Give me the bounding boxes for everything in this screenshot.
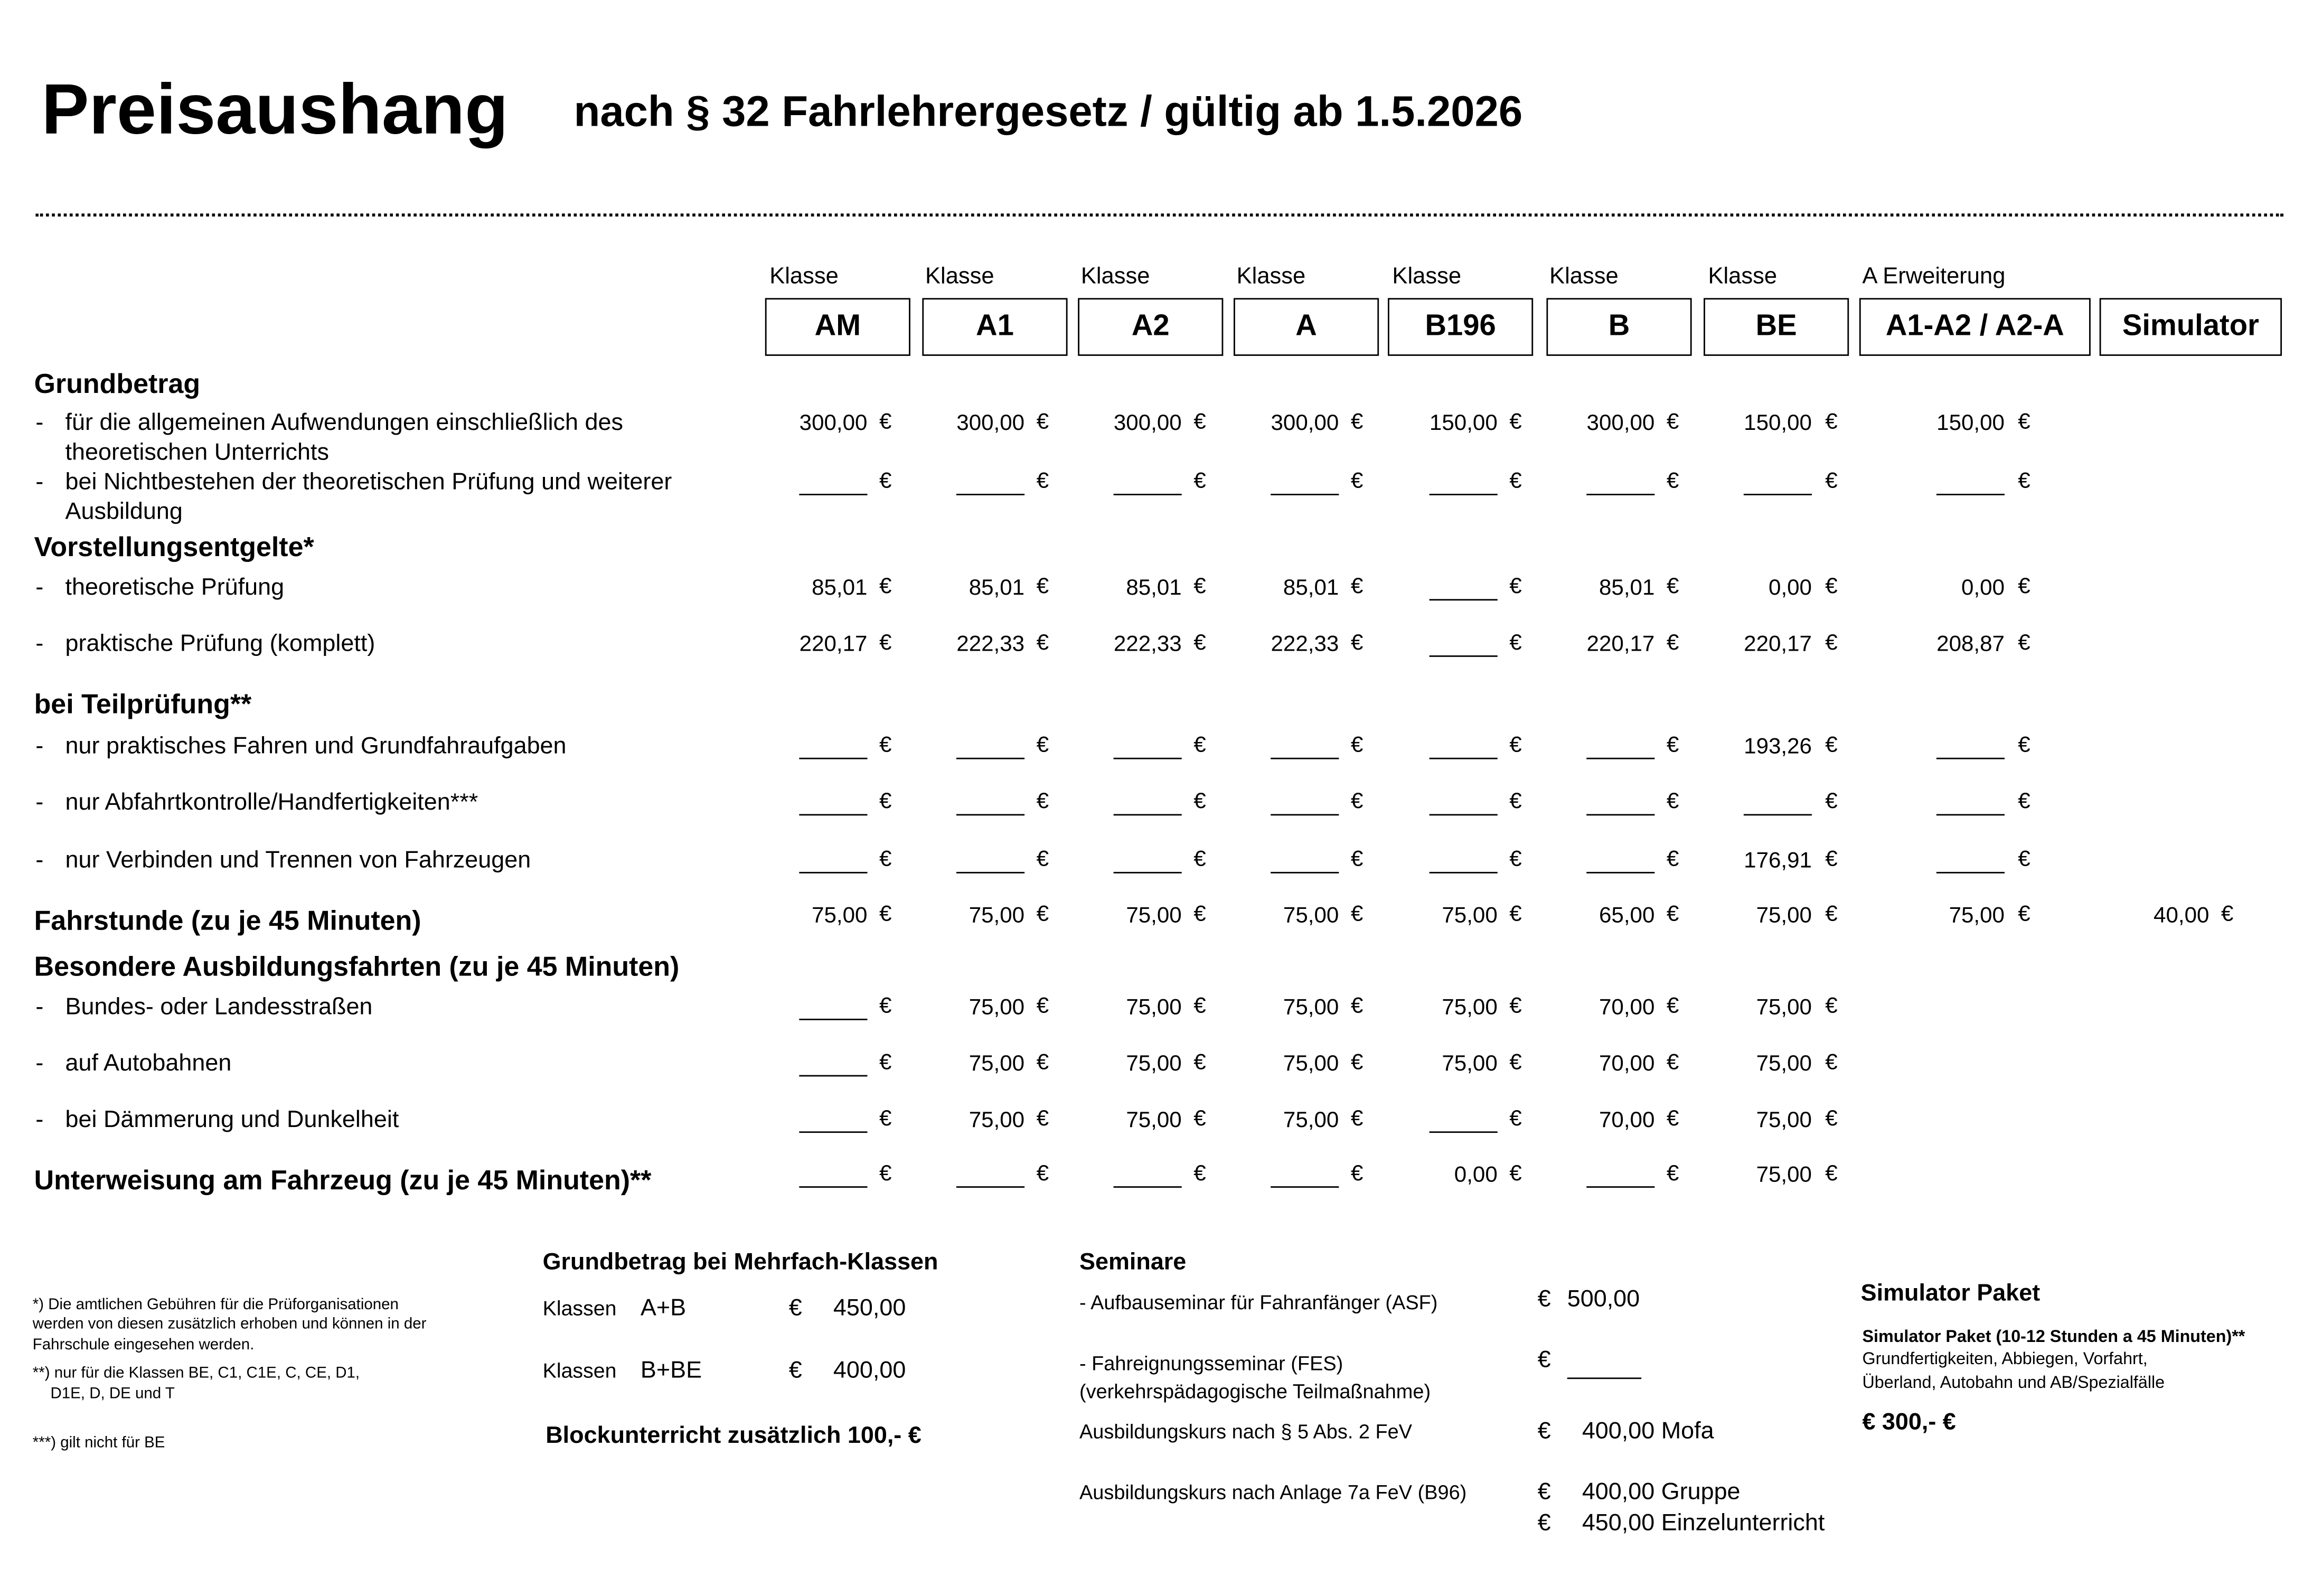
price-value: 75,00 [969,994,1025,1020]
section-heading: Vorstellungsentgelte* [34,531,314,562]
price-value: 220,17 [1744,632,1812,657]
euro-sign: € [879,630,892,656]
euro-sign: € [1193,993,1206,1019]
euro-sign: € [1350,630,1364,656]
price-value: 75,00 [1442,1051,1498,1077]
column-caption: Klasse [1708,264,1778,289]
price-blank [956,1164,1024,1188]
euro-sign: € [1193,468,1206,494]
euro-sign: € [1036,409,1049,435]
price-value: 85,01 [969,575,1025,601]
euro-sign: € [2221,902,2234,927]
price-blank [1430,1109,1498,1133]
bullet-dash: - [35,994,44,1020]
price-value: 75,00 [969,1051,1025,1077]
price-value: 75,00 [1949,903,2005,928]
euro-sign: € [879,993,892,1019]
price-blank [799,736,867,759]
euro-sign: € [1825,993,1838,1019]
euro-sign: € [1350,733,1364,758]
euro-sign: € [2018,409,2030,435]
column-caption: Klasse [1236,264,1306,289]
euro-sign: € [2018,468,2030,494]
price-value: 220,17 [1586,632,1655,657]
footnote-1-line-1: *) Die amtlichen Gebühren für die Prüforganisationen [32,1295,399,1314]
price-blank [1271,472,1339,495]
price-blank [1114,472,1182,495]
bullet-dash: - [35,790,44,816]
price-value: 75,00 [1756,1107,1812,1133]
mehrfach-price: 450,00 [833,1295,906,1321]
fes-label-2: (verkehrspädagogische Teilmaßnahme) [1079,1380,1431,1403]
price-value: 222,33 [956,632,1025,657]
bullet-dash: - [35,632,44,657]
price-blank [1936,736,2005,759]
column-header-a2: A2 [1078,298,1223,356]
price-blank [1586,1164,1654,1188]
euro-sign: € [879,1049,892,1075]
price-value: 222,33 [1271,632,1339,657]
euro-sign: € [1193,902,1206,927]
euro-sign: € [1509,993,1522,1019]
euro-sign: € [879,1161,892,1187]
footnote-2-line-2: D1E, D, DE und T [50,1385,175,1403]
row-label: nur Abfahrtkontrolle/Handfertigkeiten*** [65,790,478,816]
price-value: 193,26 [1744,734,1812,759]
column-header-a1-a2-a2-a: A1-A2 / A2-A [1859,298,2091,356]
euro-sign: € [1666,574,1679,599]
fes-label: - Fahreignungsseminar (FES) [1079,1352,1343,1375]
price-value: 222,33 [1113,632,1182,657]
price-blank [1586,850,1654,874]
price-value: 85,01 [1599,575,1655,601]
price-blank [956,472,1024,495]
price-blank [799,792,867,815]
euro-sign: € [1825,1106,1838,1132]
euro-sign: € [2018,902,2030,927]
bullet-dash: - [35,410,44,436]
euro-sign: € [788,1358,802,1384]
b96-label: Ausbildungskurs nach Anlage 7a FeV (B96) [1079,1481,1467,1504]
column-header-be: BE [1704,298,1849,356]
price-value: 220,17 [799,632,868,657]
euro-sign: € [1537,1480,1551,1505]
mofa-price: 400,00 Mofa [1582,1419,1714,1444]
euro-sign: € [1666,733,1679,758]
euro-sign: € [1666,993,1679,1019]
euro-sign: € [1825,574,1838,599]
bullet-dash: - [35,1051,44,1077]
price-value: 75,00 [1126,1107,1182,1133]
euro-sign: € [879,788,892,814]
column-header-am: AM [765,298,910,356]
euro-sign: € [1825,1049,1838,1075]
euro-sign: € [879,574,892,599]
euro-sign: € [1036,630,1049,656]
euro-sign: € [879,733,892,758]
price-value: 0,00 [1454,1162,1498,1188]
euro-sign: € [879,468,892,494]
mehrfach-classes: A+B [640,1295,687,1321]
price-blank [956,792,1024,815]
price-value: 75,00 [1126,994,1182,1020]
price-value: 150,00 [1744,410,1812,436]
price-value: 150,00 [1936,410,2005,436]
asf-label: - Aufbauseminar für Fahranfänger (ASF) [1079,1291,1438,1314]
euro-sign: € [1509,902,1522,927]
euro-sign: € [1036,788,1049,814]
euro-sign: € [1666,409,1679,435]
mehrfach-prefix: Klassen [542,1358,617,1382]
euro-sign: € [1666,847,1679,872]
euro-sign: € [1509,733,1522,758]
euro-sign: € [1350,902,1364,927]
price-blank [1271,792,1339,815]
column-caption: Klasse [925,264,994,289]
price-value: 75,00 [1756,903,1812,928]
column-caption: Klasse [1080,264,1150,289]
euro-sign: € [1825,788,1838,814]
euro-sign: € [1350,788,1364,814]
euro-sign: € [1350,409,1364,435]
price-blank [799,1164,867,1188]
euro-sign: € [2018,788,2030,814]
row-label: theoretische Prüfung [65,575,285,601]
section-heading: Grundbetrag [34,368,201,399]
simulator-line-2: Überland, Autobahn und AB/Spezialfälle [1862,1374,2165,1393]
price-value: 70,00 [1599,1107,1655,1133]
euro-sign: € [1036,1106,1049,1132]
euro-sign: € [1036,1049,1049,1075]
price-blank [1586,792,1654,815]
euro-sign: € [1036,468,1049,494]
euro-sign: € [1350,468,1364,494]
price-blank [956,736,1024,759]
price-value: 75,00 [1283,903,1339,928]
price-blank [956,850,1024,874]
price-value: 70,00 [1599,994,1655,1020]
mehrfach-heading: Grundbetrag bei Mehrfach-Klassen [542,1250,938,1275]
seminare-heading: Seminare [1079,1250,1187,1275]
euro-sign: € [1825,847,1838,872]
price-blank [1744,792,1812,815]
euro-sign: € [1666,788,1679,814]
simulator-price: € 300,- € [1862,1410,1956,1435]
column-caption: Klasse [1549,264,1619,289]
euro-sign: € [1509,1049,1522,1075]
euro-sign: € [1666,1161,1679,1187]
euro-sign: € [1193,733,1206,758]
euro-sign: € [1036,733,1049,758]
price-blank [1271,1164,1339,1188]
euro-sign: € [1193,1106,1206,1132]
price-blank [1586,472,1654,495]
euro-sign: € [1509,788,1522,814]
euro-sign: € [1036,902,1049,927]
euro-sign: € [1825,902,1838,927]
euro-sign: € [1036,993,1049,1019]
euro-sign: € [1509,1161,1522,1187]
price-value: 75,00 [969,903,1025,928]
simulator-subheading: Simulator Paket (10-12 Stunden a 45 Minuten)** [1862,1328,2245,1347]
price-blank [1586,736,1654,759]
footnote-2-line-1: **) nur für die Klassen BE, C1, C1E, C, CE, D1, [32,1364,360,1382]
euro-sign: € [1666,1106,1679,1132]
euro-sign: € [1350,1161,1364,1187]
euro-sign: € [2018,847,2030,872]
price-value: 75,00 [1126,1051,1182,1077]
euro-sign: € [1193,1161,1206,1187]
price-blank [1430,850,1498,874]
column-caption: Klasse [1392,264,1462,289]
price-blank [1114,792,1182,815]
footnote-3: ***) gilt nicht für BE [32,1434,165,1452]
euro-sign: € [1509,1106,1522,1132]
column-header-a1: A1 [922,298,1067,356]
euro-sign: € [1666,1049,1679,1075]
price-blank [1271,736,1339,759]
euro-sign: € [788,1295,802,1321]
price-blank [799,997,867,1020]
mofa-label: Ausbildungskurs nach § 5 Abs. 2 FeV [1079,1420,1413,1443]
euro-sign: € [1537,1511,1551,1536]
page-title: Preisaushang [41,71,509,150]
price-blank [1430,736,1498,759]
euro-sign: € [879,847,892,872]
euro-sign: € [879,409,892,435]
blockunterricht-note: Blockunterricht zusätzlich 100,- € [546,1423,922,1449]
bullet-dash: - [35,1107,44,1133]
price-value: 85,01 [812,575,868,601]
footnote-1-line-2: werden von diesen zusätzlich erhoben und können in der [32,1315,427,1334]
price-blank [1430,472,1498,495]
price-blank [799,850,867,874]
euro-sign: € [1350,1106,1364,1132]
euro-sign: € [1825,1161,1838,1187]
b96-price-group: 400,00 Gruppe [1582,1480,1741,1505]
euro-sign: € [1537,1287,1551,1312]
row-label: für die allgemeinen Aufwendungen einschließlich des [65,410,623,436]
price-blank [1936,472,2005,495]
euro-sign: € [1509,468,1522,494]
euro-sign: € [1509,847,1522,872]
euro-sign: € [2018,733,2030,758]
section-heading: bei Teilprüfung** [34,688,252,719]
price-value: 85,01 [1126,575,1182,601]
section-heading: Fahrstunde (zu je 45 Minuten) [34,904,421,936]
euro-sign: € [1666,468,1679,494]
section-heading: Unterweisung am Fahrzeug (zu je 45 Minuten)** [34,1164,652,1196]
euro-sign: € [1509,409,1522,435]
price-value: 65,00 [1599,903,1655,928]
price-blank [1430,792,1498,815]
price-value: 176,91 [1744,848,1812,874]
euro-sign: € [1193,409,1206,435]
euro-sign: € [1825,733,1838,758]
price-value: 75,00 [969,1107,1025,1133]
euro-sign: € [1193,788,1206,814]
price-blank [1936,850,2005,874]
euro-sign: € [1666,902,1679,927]
euro-sign: € [1193,1049,1206,1075]
simulator-line-1: Grundfertigkeiten, Abbiegen, Vorfahrt, [1862,1350,2148,1369]
footnote-1-line-3: Fahrschule eingesehen werden. [32,1336,255,1354]
row-label: bei Dämmerung und Dunkelheit [65,1107,399,1133]
b96-price-single: 450,00 Einzelunterricht [1582,1511,1825,1536]
row-label: Bundes- oder Landesstraßen [65,994,373,1020]
price-value: 300,00 [1586,410,1655,436]
price-value: 300,00 [956,410,1025,436]
price-value: 75,00 [1756,1051,1812,1077]
divider [35,213,2283,217]
euro-sign: € [1509,574,1522,599]
euro-sign: € [1350,574,1364,599]
mehrfach-classes: B+BE [640,1358,702,1384]
row-label-continued: theoretischen Unterrichts [65,440,329,466]
bullet-dash: - [35,575,44,601]
price-blank [1114,850,1182,874]
euro-sign: € [1193,630,1206,656]
euro-sign: € [1825,468,1838,494]
price-value: 150,00 [1429,410,1498,436]
euro-sign: € [879,1106,892,1132]
fes-price-blank [1567,1355,1641,1379]
euro-sign: € [1350,847,1364,872]
row-label: auf Autobahnen [65,1051,232,1077]
mehrfach-price: 400,00 [833,1358,906,1384]
euro-sign: € [1537,1419,1551,1444]
euro-sign: € [1537,1348,1551,1373]
price-value: 40,00 [2154,903,2209,928]
price-value: 75,00 [1283,1051,1339,1077]
price-blank [1114,736,1182,759]
price-value: 75,00 [1756,1162,1812,1188]
mehrfach-prefix: Klassen [542,1295,617,1320]
euro-sign: € [2018,574,2030,599]
price-blank [1114,1164,1182,1188]
euro-sign: € [1825,409,1838,435]
euro-sign: € [1666,630,1679,656]
price-value: 300,00 [1271,410,1339,436]
euro-sign: € [1193,847,1206,872]
section-heading: Besondere Ausbildungsfahrten (zu je 45 Minuten) [34,950,680,982]
asf-price: 500,00 [1567,1287,1640,1312]
row-label: praktische Prüfung (komplett) [65,632,375,657]
price-value: 75,00 [1283,1107,1339,1133]
bullet-dash: - [35,470,44,495]
row-label: bei Nichtbestehen der theoretischen Prüfung und weiterer [65,470,672,495]
price-value: 75,00 [1756,994,1812,1020]
euro-sign: € [1036,847,1049,872]
column-caption: Klasse [769,264,839,289]
euro-sign: € [1036,574,1049,599]
row-label: nur praktisches Fahren und Grundfahraufgaben [65,734,567,759]
column-header-b: B [1546,298,1691,356]
price-value: 208,87 [1936,632,2005,657]
price-value: 85,01 [1283,575,1339,601]
column-caption: A Erweiterung [1862,264,2006,289]
bullet-dash: - [35,848,44,874]
price-value: 0,00 [1769,575,1812,601]
euro-sign: € [1825,630,1838,656]
price-blank [1430,633,1498,657]
price-blank [799,1109,867,1133]
column-header-simulator: Simulator [2100,298,2282,356]
price-blank [1271,850,1339,874]
price-value: 300,00 [1113,410,1182,436]
price-blank [799,472,867,495]
price-value: 75,00 [812,903,868,928]
row-label-continued: Ausbildung [65,500,183,525]
page-subtitle: nach § 32 Fahrlehrergesetz / gültig ab 1.5.2026 [573,89,1523,137]
euro-sign: € [879,902,892,927]
price-blank [1430,577,1498,600]
row-label: nur Verbinden und Trennen von Fahrzeugen [65,848,531,874]
price-value: 300,00 [799,410,868,436]
euro-sign: € [1350,1049,1364,1075]
euro-sign: € [1350,993,1364,1019]
column-header-a: A [1234,298,1379,356]
price-blank [799,1053,867,1076]
price-value: 75,00 [1126,903,1182,928]
price-value: 75,00 [1442,994,1498,1020]
column-header-b196: B196 [1388,298,1533,356]
euro-sign: € [1036,1161,1049,1187]
bullet-dash: - [35,734,44,759]
price-value: 75,00 [1283,994,1339,1020]
euro-sign: € [1509,630,1522,656]
price-value: 75,00 [1442,903,1498,928]
simulator-heading: Simulator Paket [1860,1281,2041,1307]
euro-sign: € [2018,630,2030,656]
price-blank [1936,792,2005,815]
price-value: 0,00 [1961,575,2005,601]
price-blank [1744,472,1812,495]
price-value: 70,00 [1599,1051,1655,1077]
euro-sign: € [1193,574,1206,599]
